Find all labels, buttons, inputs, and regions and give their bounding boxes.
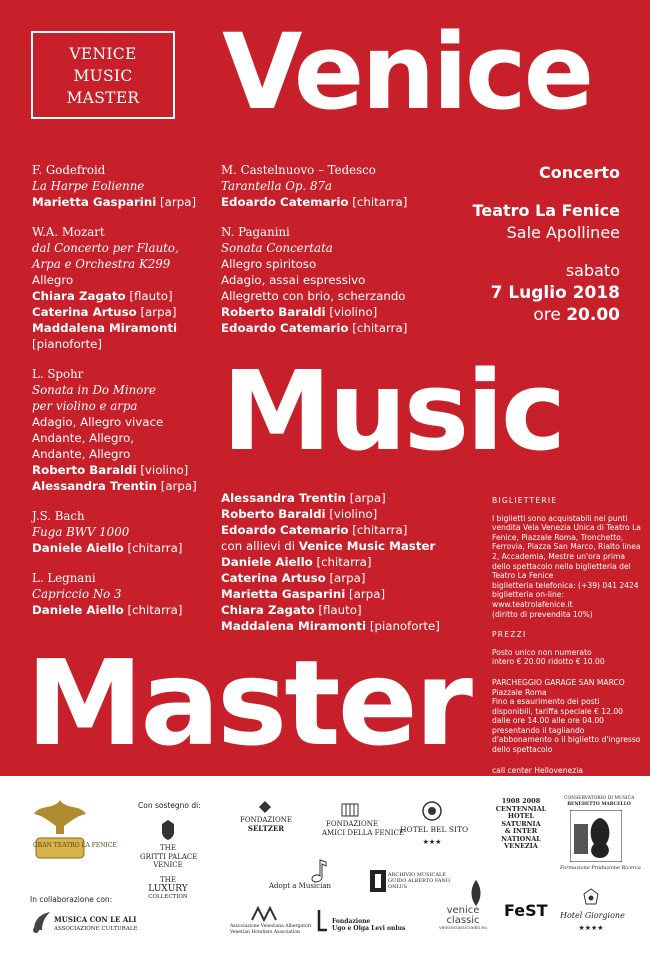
performer: Edoardo Catemario [chitarra]: [221, 195, 408, 209]
sponsors-strip: [0, 776, 650, 960]
venice-classic-radio-icon: [468, 878, 484, 908]
work-title: La Harpe Eolienne: [32, 179, 145, 193]
concert-time: ore 20.00: [533, 305, 620, 325]
movement: Adagio, assai espressivo: [221, 273, 366, 287]
work-title-cont: Arpa e Orchestra K299: [32, 257, 171, 271]
prices-heading: PREZZI: [492, 630, 527, 640]
conservatorio-cello-icon: [570, 810, 622, 862]
performer-instrument: [pianoforte]: [32, 337, 102, 351]
performer: Caterina Artuso [arpa]: [221, 571, 366, 585]
ticket-info: [492, 496, 642, 794]
concert-details: [473, 162, 620, 326]
program-item: [32, 570, 197, 618]
bel-sito-crest-icon: [422, 800, 442, 822]
movement: Andante, Allegro: [32, 447, 131, 461]
headline-venice: Venice: [222, 11, 592, 133]
work-title-cont: per violino e arpa: [32, 399, 138, 413]
venice-classic-radio-logo: venice classic veniceclassicradio.eu: [438, 905, 488, 931]
composer: M. Castelnuovo – Tedesco: [221, 163, 376, 177]
performer: Caterina Artuso [arpa]: [32, 305, 177, 319]
composer: W.A. Mozart: [32, 225, 105, 239]
program-column-2: [221, 162, 407, 350]
bel-sito-stars: ★★★: [422, 838, 442, 846]
albergatori-emblem-icon: [250, 904, 278, 922]
program-column-1: [32, 162, 197, 632]
hotel-bel-sito-logo: HOTEL BEL SITO: [400, 825, 469, 834]
performer: Alessandra Trentin [arpa]: [221, 491, 386, 505]
performer: Maddalena Miramonti: [32, 321, 178, 335]
gritti-crest-icon: [158, 818, 178, 842]
concert-label: Concerto: [539, 163, 620, 182]
movement: Allegro spiritoso: [221, 257, 317, 271]
composer: F. Godefroid: [32, 163, 106, 177]
logo-line-1: VENICE: [69, 45, 137, 63]
hotel-giorgione-logo: Hotel Giorgione: [560, 911, 625, 920]
performer: Chiara Zagato [flauto]: [32, 289, 173, 303]
giorgione-stars: ★★★★: [578, 924, 604, 932]
work-title: Capriccio No 3: [32, 587, 122, 601]
headline-master: Master: [26, 634, 470, 772]
centennial-saturnia-logo: 1908 2008 CENTENNIAL HOTEL SATURNIA & INTER NATIONAL VENEZIA: [495, 797, 547, 850]
hall: Sale Apollinee: [506, 223, 620, 242]
giorgione-crest-icon: [582, 888, 600, 906]
logo-line-3: MASTER: [66, 89, 140, 107]
performer: Maddalena Miramonti [pianoforte]: [221, 619, 440, 633]
composer: J.S. Bach: [32, 509, 85, 523]
performer: Roberto Baraldi [violino]: [221, 305, 378, 319]
amici-della-fenice-logo: FONDAZIONE AMICI DELLA FENICE: [322, 820, 404, 837]
fondazione-levi-logo: Fondazione Ugo e Olga Levi onlus: [332, 918, 406, 932]
archivio-fano-logo: ARCHIVIO MUSICALE GUIDO ALBERTO FANO ONLUS: [388, 872, 450, 890]
music-wings-icon: [30, 910, 52, 934]
ensemble-list: [221, 490, 440, 634]
performer: Edoardo Catemario [chitarra]: [221, 321, 408, 335]
luxury-collection-logo: THE LUXURY COLLECTION: [148, 876, 188, 900]
movement: Allegretto con brio, scherzando: [221, 289, 406, 303]
archivio-fano-emblem-icon: [370, 870, 386, 892]
performer: Roberto Baraldi [violino]: [32, 463, 189, 477]
movement: Allegro: [32, 273, 74, 287]
fenice-phoenix-logo: [30, 796, 90, 866]
performer: Marietta Gasparini [arpa]: [221, 587, 386, 601]
music-note-icon: [306, 858, 328, 884]
performer: Marietta Gasparini [arpa]: [32, 195, 197, 209]
students-line: con allievi di Venice Music Master: [221, 539, 436, 553]
fondazione-seltzer-logo: FONDAZIONE SELTZER: [240, 816, 292, 833]
program-item: [32, 508, 197, 556]
work-title: Sonata in Do Minore: [32, 383, 156, 397]
performer: Edoardo Catemario [chitarra]: [221, 523, 408, 537]
support-label: Con sostegno di:: [138, 801, 201, 810]
prices-block: Posto unico non numerato intero € 20.00 ridotto € 10.00: [492, 647, 605, 667]
program-item: [221, 224, 407, 336]
conservatorio-tagline: Formazione Produzione Ricerca: [560, 865, 641, 871]
levi-emblem-icon: [316, 908, 328, 932]
collaboration-label: In collaborazione con:: [30, 895, 113, 904]
concert-date: 7 Luglio 2018: [490, 283, 620, 303]
program-item: [32, 366, 197, 494]
performer: Alessandra Trentin [arpa]: [32, 479, 197, 493]
tickets-block: I biglietti sono acquistabili nei punti vendita Vela Venezia Unica di Teatro La Fenice, Piazzale Roma, Tronchetto, Ferrovia, Piazza San Marco, Rialto linea 2, Accademia, Mestre un'ora prima dello spettacolo nella biglietteria del Teatro La Fenice biglietteria telefonica: (+39) 041 2424 biglietteria on-line: www.teatrolafenice.it (diritto di prevendita 10%): [492, 513, 641, 619]
concert-day: sabato: [565, 261, 620, 280]
albergatori-logo: Associazione Veneziana Albergatori Venetian Hoteliers Association: [230, 924, 312, 935]
headline-music: Music: [222, 347, 564, 475]
venue: Teatro La Fenice: [472, 201, 620, 220]
movement: Andante, Allegro,: [32, 431, 135, 445]
performer: Chiara Zagato [flauto]: [221, 603, 362, 617]
performer: Daniele Aiello [chitarra]: [32, 603, 183, 617]
gritti-palace-logo: THE GRITTI PALACE VENICE: [140, 844, 198, 869]
work-title: dal Concerto per Flauto,: [32, 241, 179, 255]
work-title: Sonata Concertata: [221, 241, 333, 255]
parking-block: PARCHEGGIO GARAGE SAN MARCO Piazzale Roma Fino a esaurimento dei posti disponibili, tariffa speciale € 12.00 dalle ore 14.00 alle ore 04.00 presentando il tagliando d'abbonamento o il biglietto d'ingresso dello spettacolo: [492, 677, 641, 755]
work-title: Tarantella Op. 87a: [221, 179, 333, 193]
program-item: [221, 162, 407, 210]
movement: Adagio, Allegro vivace: [32, 415, 164, 429]
program-item: [32, 224, 197, 352]
venice-music-master-logo: [31, 31, 175, 119]
performer: Daniele Aiello [chitarra]: [32, 541, 183, 555]
musica-con-le-ali-logo: MUSICA CON LE ALI ASSOCIAZIONE CULTURALE: [54, 915, 138, 932]
call-center-block: call center Hellovenezia (+39) 041 2424 www.teatrolafenice.it: [492, 766, 642, 795]
fest-logo: FeST: [504, 901, 548, 920]
composer: L. Legnani: [32, 571, 96, 585]
work-title: Fuga BWV 1000: [32, 525, 130, 539]
adopt-a-musician-logo: Adopt a Musician: [268, 882, 331, 890]
seltzer-emblem-icon: [258, 800, 272, 814]
logo-line-2: MUSIC: [73, 67, 133, 85]
tickets-heading: BIGLIETTERIE: [492, 496, 558, 505]
composer: N. Paganini: [221, 225, 290, 239]
conservatorio-marcello-title: CONSERVATORIO DI MUSICA BENEDETTO MARCELLO: [564, 796, 635, 807]
composer: L. Spohr: [32, 367, 84, 381]
website-link[interactable]: www.teatrolafenice.it: [492, 784, 573, 794]
program-item: [32, 162, 197, 210]
performer: Roberto Baraldi [violino]: [221, 507, 378, 521]
performer: Daniele Aiello [chitarra]: [221, 555, 372, 569]
amici-fenice-building-icon: [340, 800, 360, 818]
fenice-label: GRAN TEATRO LA FENICE: [33, 842, 117, 849]
